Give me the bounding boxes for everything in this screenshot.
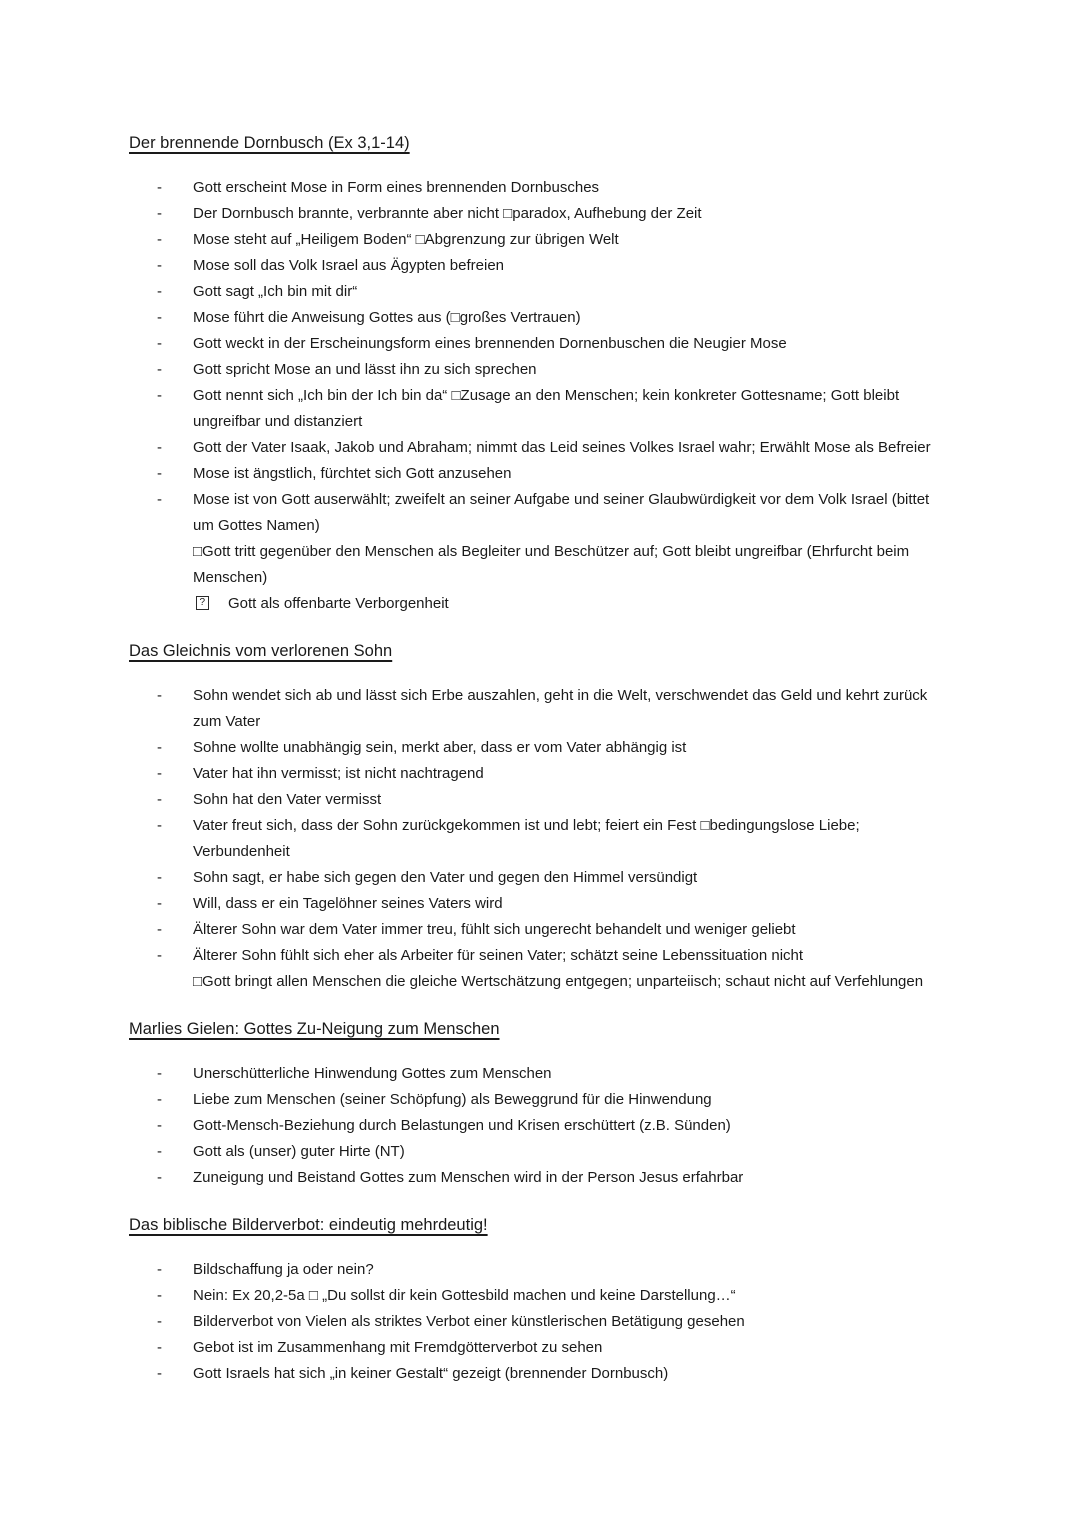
item-text: Sohn hat den Vater vermisst (193, 791, 382, 808)
item-text: Gott als (unser) guter Hirte (NT) (193, 1143, 405, 1160)
item-text: Sohn sagt, er habe sich gegen den Vater und gegen den Himmel versündigt (193, 869, 698, 886)
bullet-list (129, 175, 954, 617)
dash-bullet: - (157, 205, 162, 222)
dash-bullet: - (157, 791, 162, 808)
section-title: Das biblische Bilderverbot: eindeutig mehrdeutig! (129, 1216, 488, 1234)
dash-bullet: - (157, 491, 162, 508)
item-text: Bildschaffung ja oder nein? (193, 1261, 374, 1278)
dash-bullet: - (157, 1169, 162, 1186)
dash-bullet: - (157, 1339, 162, 1356)
item-text: Mose steht auf „Heiligem Boden“ □Abgrenzung zur übrigen Welt (193, 231, 619, 248)
dash-bullet: - (157, 257, 162, 274)
list-item (129, 1139, 954, 1165)
list-item (129, 891, 954, 917)
dash-bullet: - (157, 1313, 162, 1330)
item-text: Gott Israels hat sich „in keiner Gestalt“ gezeigt (brennender Dornbusch) (193, 1365, 669, 1382)
notes-section-1 (129, 130, 954, 617)
dash-bullet: - (157, 921, 162, 938)
list-item (129, 253, 954, 279)
list-item (129, 305, 954, 331)
list-item (129, 1361, 954, 1387)
list-item (129, 201, 954, 227)
list-item (129, 331, 954, 357)
section-title: Marlies Gielen: Gottes Zu-Neigung zum Menschen (129, 1020, 500, 1038)
list-item (129, 1257, 954, 1283)
item-text: Liebe zum Menschen (seiner Schöpfung) als Beweggrund für die Hinwendung (193, 1091, 712, 1108)
list-item (129, 1309, 954, 1335)
list-item (129, 813, 954, 865)
item-text: Gott weckt in der Erscheinungsform eines brennenden Dornenbuschen die Neugier Mose (193, 335, 787, 352)
item-text: Gott der Vater Isaak, Jakob und Abraham; nimmt das Leid seines Volkes Israel wahr; Erwählt Mose als Befreier (193, 439, 931, 456)
dash-bullet: - (157, 1065, 162, 1082)
list-item (129, 1061, 954, 1087)
dash-bullet: - (157, 231, 162, 248)
section-title: Der brennende Dornbusch (Ex 3,1-14) (129, 134, 410, 152)
dash-bullet: - (157, 179, 162, 196)
list-item (129, 487, 954, 539)
bullet-list (129, 1061, 954, 1191)
item-text: Mose ist von Gott auserwählt; zweifelt an seiner Aufgabe und seiner Glaubwürdigkeit vor dem Volk Israel (bittet um Gottes Namen) (193, 491, 930, 534)
list-item (129, 735, 954, 761)
list-item (129, 943, 954, 969)
list-item (129, 279, 954, 305)
list-item (129, 1113, 954, 1139)
item-text: Gott sagt „Ich bin mit dir“ (193, 283, 358, 300)
list-item (129, 175, 954, 201)
dash-bullet: - (157, 817, 162, 834)
bullet-list (129, 1257, 954, 1387)
list-item (129, 1165, 954, 1191)
dash-bullet: - (157, 687, 162, 704)
notes-section-4 (129, 1212, 954, 1387)
missing-glyph-question-icon: ? (196, 596, 209, 610)
list-item (129, 1283, 954, 1309)
item-text: Sohn wendet sich ab und lässt sich Erbe auszahlen, geht in die Welt, verschwendet das Geld und kehrt zurück zum Vater (193, 687, 928, 730)
list-item (129, 461, 954, 487)
dash-bullet: - (157, 1091, 162, 1108)
list-item (129, 357, 954, 383)
list-item (129, 787, 954, 813)
dash-bullet: - (157, 1287, 162, 1304)
list-item (129, 1335, 954, 1361)
document-body (129, 130, 954, 1408)
dash-bullet: - (157, 1365, 162, 1382)
list-item (129, 683, 954, 735)
notes-section-3 (129, 1016, 954, 1191)
item-text: Nein: Ex 20,2-5a □ „Du sollst dir kein Gottesbild machen und keine Darstellung…“ (193, 1287, 736, 1304)
list-item (129, 865, 954, 891)
item-text: Mose soll das Volk Israel aus Ägypten befreien (193, 257, 505, 274)
list-item (129, 383, 954, 435)
item-text: Gott nennt sich „Ich bin der Ich bin da“ □Zusage an den Menschen; kein konkreter Gottesname; Gott bleibt ungreifbar und distanziert (193, 387, 900, 430)
list-item (129, 1087, 954, 1113)
item-text: Vater hat ihn vermisst; ist nicht nachtragend (193, 765, 484, 782)
item-text: Mose ist ängstlich, fürchtet sich Gott anzusehen (193, 465, 512, 482)
dash-bullet: - (157, 387, 162, 404)
dash-bullet: - (157, 869, 162, 886)
list-item (129, 227, 954, 253)
item-text: Gott erscheint Mose in Form eines brennenden Dornbusches (193, 179, 600, 196)
item-text: Gott als offenbarte Verborgenheit (228, 595, 449, 612)
dash-bullet: - (157, 361, 162, 378)
item-text: Zuneigung und Beistand Gottes zum Menschen wird in der Person Jesus erfahrbar (193, 1169, 744, 1186)
item-text: Älterer Sohn war dem Vater immer treu, fühlt sich ungerecht behandelt und weniger geliebt (193, 921, 796, 938)
list-item (129, 539, 954, 591)
list-item (129, 591, 954, 617)
dash-bullet: - (157, 439, 162, 456)
item-text: □Gott bringt allen Menschen die gleiche Wertschätzung entgegen; unparteiisch; schaut nicht auf Verfehlungen (193, 973, 924, 990)
dash-bullet: - (157, 895, 162, 912)
dash-bullet: - (157, 765, 162, 782)
dash-bullet: - (157, 739, 162, 756)
dash-bullet: - (157, 1143, 162, 1160)
item-text: Will, dass er ein Tagelöhner seines Vaters wird (193, 895, 503, 912)
item-text: Vater freut sich, dass der Sohn zurückgekommen ist und lebt; feiert ein Fest □bedingungslose Liebe; Verbundenheit (193, 817, 860, 860)
dash-bullet: - (157, 465, 162, 482)
item-text: Gebot ist im Zusammenhang mit Fremdgötterverbot zu sehen (193, 1339, 603, 1356)
dash-bullet: - (157, 1261, 162, 1278)
item-text: Sohne wollte unabhängig sein, merkt aber, dass er vom Vater abhängig ist (193, 739, 687, 756)
dash-bullet: - (157, 283, 162, 300)
item-text: □Gott tritt gegenüber den Menschen als Begleiter und Beschützer auf; Gott bleibt ungreifbar (Ehrfurcht beim Menschen) (193, 543, 910, 586)
item-text: Unerschütterliche Hinwendung Gottes zum Menschen (193, 1065, 552, 1082)
notes-section-2 (129, 638, 954, 995)
list-item (129, 435, 954, 461)
list-item (129, 969, 954, 995)
dash-bullet: - (157, 335, 162, 352)
section-title: Das Gleichnis vom verlorenen Sohn (129, 642, 393, 660)
item-text: Mose führt die Anweisung Gottes aus (□großes Vertrauen) (193, 309, 581, 326)
item-text: Bilderverbot von Vielen als striktes Verbot einer künstlerischen Betätigung gesehen (193, 1313, 745, 1330)
dash-bullet: - (157, 1117, 162, 1134)
item-text: Älterer Sohn fühlt sich eher als Arbeiter für seinen Vater; schätzt seine Lebenssituation nicht (193, 947, 804, 964)
list-item (129, 761, 954, 787)
dash-bullet: - (157, 309, 162, 326)
item-text: Der Dornbusch brannte, verbrannte aber nicht □paradox, Aufhebung der Zeit (193, 205, 702, 222)
item-text: Gott-Mensch-Beziehung durch Belastungen und Krisen erschüttert (z.B. Sünden) (193, 1117, 731, 1134)
dash-bullet: - (157, 947, 162, 964)
bullet-list (129, 683, 954, 995)
list-item (129, 917, 954, 943)
item-text: Gott spricht Mose an und lässt ihn zu sich sprechen (193, 361, 537, 378)
